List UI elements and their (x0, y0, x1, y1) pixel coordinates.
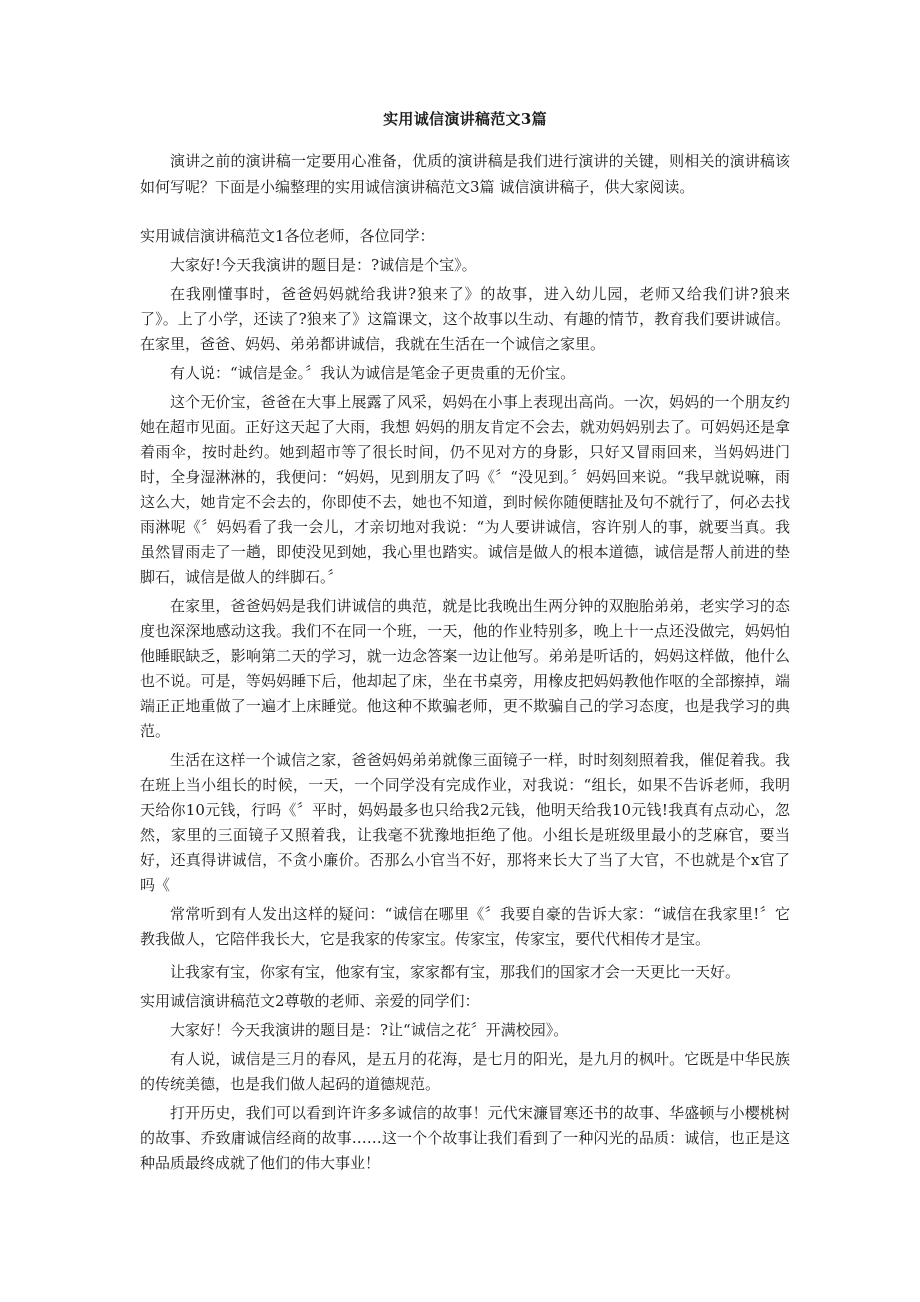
body-paragraph: 有人说，诚信是三月的春风，是五月的花海，是七月的阳光，是九月的枫叶。它既是中华民族的传统美德，也是我们做人起码的道德规范。 (140, 1050, 790, 1093)
body-paragraph: 这个无价宝，爸爸在大事上展露了风采，妈妈在小事上表现出高尚。一次，妈妈的一个朋友约她在超市见面。正好这天起了大雨，我想 妈妈的朋友肯定不会去，就劝妈妈别去了。可妈妈还是拿着雨伞，按时赴约。她到超市等了很长时间，仍不见对方的身影，只好又冒雨回来，当妈妈进门时，全身湿淋淋的，我便问：“妈妈，见到朋友了吗《〞“没见到。〞妈妈回来说。“我早就说嘛，雨这么大，她肯定不会去的，你即使不去，她也不知道，到时候你随便瞎扯及句不就行了，何必去找雨淋呢《〞妈妈看了我一会儿，才亲切地对我说：“为人要讲诚信，容许别人的事，就要当真。我虽然冒雨走了一趟，即使没见到她，我心里也踏实。诚信是做人的根本道德，诚信是帮人前进的垫脚石，诚信是做人的绊脚石。〞 (140, 393, 790, 586)
body-paragraph: 常常听到有人发出这样的疑问：“诚信在哪里《〞我要自豪的告诉大家：“诚信在我家里!〞它教我做人，它陪伴我长大，它是我家的传家宝。传家宝，传家宝，要代代相传才是宝。 (140, 905, 790, 948)
document-page (140, 108, 790, 1180)
body-paragraph: 有人说：“诚信是金。〞我认为诚信是笔金子更贵重的无价宝。 (170, 364, 576, 382)
document-title: 实用诚信演讲稿范文3篇 (383, 110, 547, 128)
body-paragraph: 大家好！今天我演讲的题目是：?让“诚信之花〞开满校园》。 (170, 1021, 569, 1039)
body-paragraph: 在我刚懂事时，爸爸妈妈就给我讲?狼来了》的故事，进入幼儿园，老师又给我们讲?狼来了》。上了小学，还读了?狼来了》这篇课文，这个故事以生动、有趣的情节，教育我们要讲诚信。在家里，爸爸、妈妈、弟弟都讲诚信，我就在生活在一个诚信之家里。 (140, 285, 790, 353)
body-paragraph: 打开历史，我们可以看到许许多多诚信的故事！元代宋濂冒寒还书的故事、华盛顿与小樱桃树的故事、乔致庸诚信经商的故事……这一个个故事让我们看到了一种闪光的品质：诚信，也正是这种品质最终成就了他们的伟大事业！ (140, 1104, 790, 1172)
section-heading: 实用诚信演讲稿范文1各位老师，各位同学： (140, 227, 435, 245)
intro-paragraph: 演讲之前的演讲稿一定要用心准备，优质的演讲稿是我们进行演讲的关键，则相关的演讲稿该如何写呢？下面是小编整理的实用诚信演讲稿范文3篇 诚信演讲稿子，供大家阅读。 (140, 152, 790, 196)
document-body (140, 224, 790, 1176)
body-paragraph: 生活在这样一个诚信之家，爸爸妈妈弟弟就像三面镜子一样，时时刻刻照着我，催促着我。我在班上当小组长的时候，一天，一个同学没有完成作业，对我说：“组长，如果不告诉老师，我明天给你10元钱，行吗《〞平时，妈妈最多也只给我2元钱，他明天给我10元钱!我真有点动心，忽然，家里的三面镜子又照着我，让我毫不犹豫地拒绝了他。小组长是班级里最小的芝麻官，要当好，还真得讲诚信，不贪小廉价。否那么小官当不好，那将来长大了当了大官，不也就是个x官了吗《 (140, 751, 790, 894)
body-paragraph: 大家好!今天我演讲的题目是：?诚信是个宝》。 (170, 256, 477, 274)
body-paragraph: 让我家有宝，你家有宝，他家有宝，家家都有宝，那我们的国家才会一天更比一天好。 (170, 963, 741, 981)
section-heading: 实用诚信演讲稿范文2尊敬的老师、亲爱的同学们： (140, 992, 480, 1010)
body-paragraph: 在家里，爸爸妈妈是我们讲诚信的典范，就是比我晚出生两分钟的双胞胎弟弟，老实学习的态度也深深地感动这我。我们不在同一个班，一天，他的作业特别多，晚上十一点还没做完，妈妈怕他睡眠缺乏，影响第二天的学习，就一边念答案一边让他写。弟弟是听话的，妈妈这样做，他什么也不说。可是，等妈妈睡下后，他却起了床，坐在书桌旁，用橡皮把妈妈教他作呕的全部擦掉，端端正正地重做了一遍才上床睡觉。他这种不欺骗老师，更不欺骗自己的学习态度，也是我学习的典范。 (140, 597, 790, 740)
